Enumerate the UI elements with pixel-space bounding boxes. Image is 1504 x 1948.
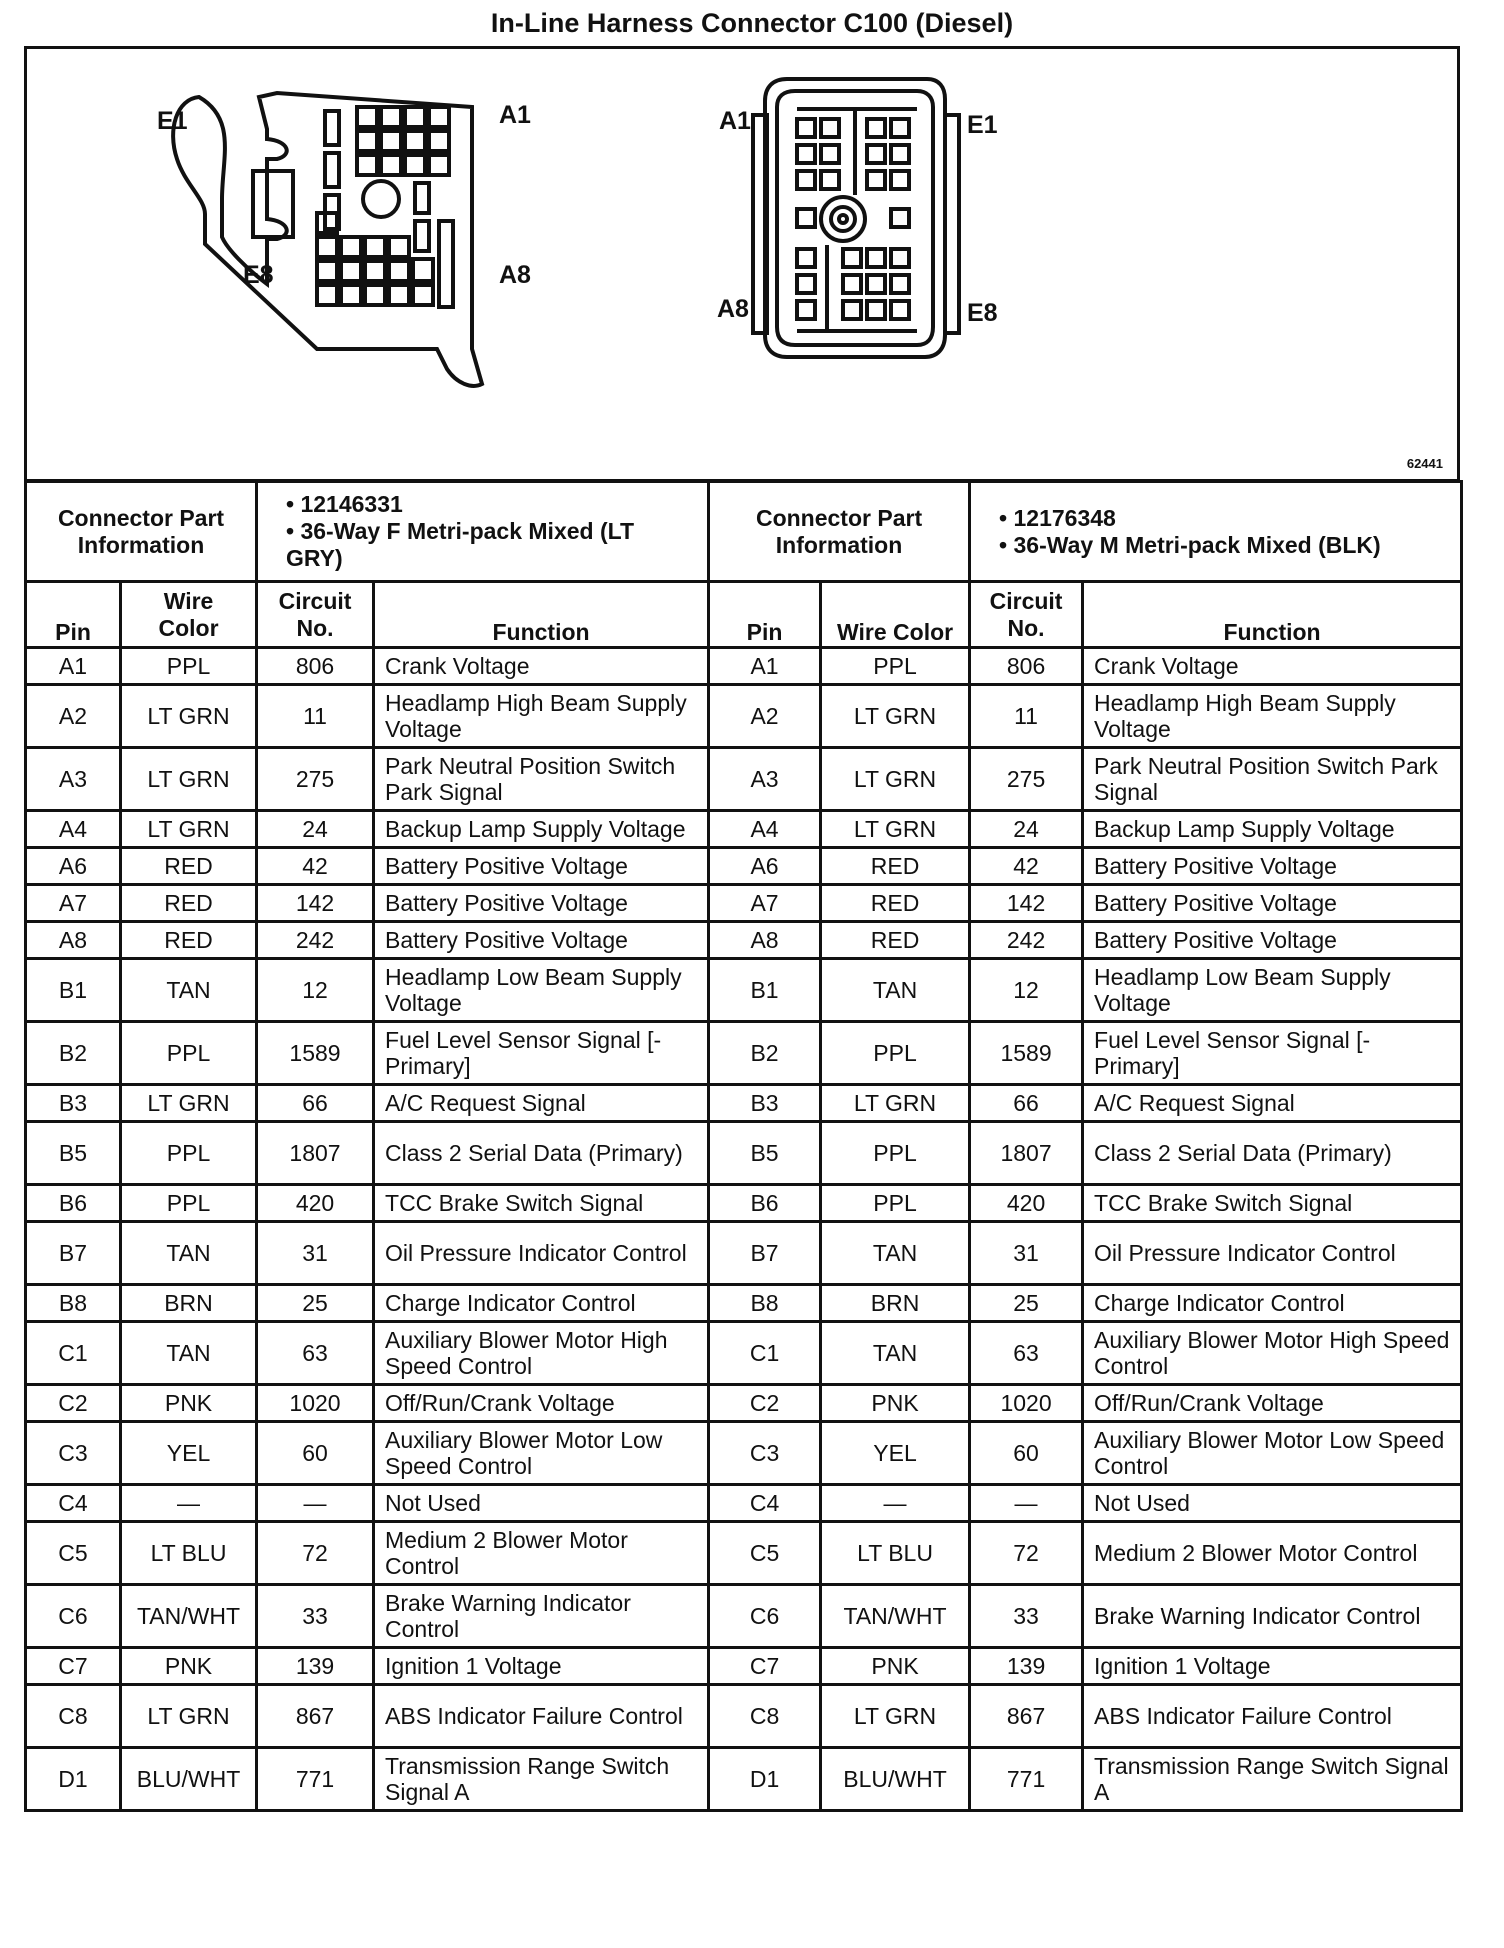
function-left: Class 2 Serial Data (Primary) <box>374 1122 709 1185</box>
wire-color-left: BLU/WHT <box>121 1748 257 1811</box>
wire-color-left: PPL <box>121 1022 257 1085</box>
table-row <box>26 959 1462 1022</box>
circuit-left: 42 <box>257 848 374 885</box>
wire-color-left: — <box>121 1485 257 1522</box>
pin-left: A8 <box>26 922 121 959</box>
connector-illustration <box>24 46 1460 482</box>
circuit-left: 33 <box>257 1585 374 1648</box>
function-right: Brake Warning Indicator Control <box>1083 1585 1462 1648</box>
table-row <box>26 1585 1462 1648</box>
wire-color-left: RED <box>121 885 257 922</box>
circuit-right: 72 <box>970 1522 1083 1585</box>
circuit-right: 63 <box>970 1322 1083 1385</box>
circuit-right: 867 <box>970 1685 1083 1748</box>
circuit-left: 63 <box>257 1322 374 1385</box>
wire-color-left: PPL <box>121 1185 257 1222</box>
circuit-left: 11 <box>257 685 374 748</box>
function-left: Battery Positive Voltage <box>374 885 709 922</box>
pin-left: C3 <box>26 1422 121 1485</box>
circuit-right: 420 <box>970 1185 1083 1222</box>
wire-color-right: PNK <box>821 1648 970 1685</box>
pin-right: B7 <box>709 1222 821 1285</box>
wire-color-left: RED <box>121 922 257 959</box>
pin-right: B1 <box>709 959 821 1022</box>
wire-color-right: RED <box>821 885 970 922</box>
pin-left: A4 <box>26 811 121 848</box>
male-connector-face <box>753 79 959 357</box>
wire-color-right: LT GRN <box>821 1685 970 1748</box>
figure-id: 62441 <box>1406 456 1443 471</box>
part-details-right: • 12176348 • 36-Way M Metri-pack Mixed (BLK) <box>970 482 1462 582</box>
pin-left: C4 <box>26 1485 121 1522</box>
function-left: Medium 2 Blower Motor Control <box>374 1522 709 1585</box>
left-label-e8: E8 <box>243 261 274 289</box>
circuit-right: 12 <box>970 959 1083 1022</box>
circuit-left: 242 <box>257 922 374 959</box>
left-label-a1: A1 <box>499 101 531 129</box>
part-number-right: 12176348 <box>1013 504 1116 531</box>
circuit-left: 771 <box>257 1748 374 1811</box>
table-row <box>26 885 1462 922</box>
wire-color-right: PNK <box>821 1385 970 1422</box>
circuit-right: 771 <box>970 1748 1083 1811</box>
circuit-left: 25 <box>257 1285 374 1322</box>
pin-left: A6 <box>26 848 121 885</box>
wire-color-left: PPL <box>121 648 257 685</box>
function-left: TCC Brake Switch Signal <box>374 1185 709 1222</box>
column-header-row <box>26 582 1462 648</box>
table-row <box>26 1322 1462 1385</box>
table-row <box>26 1522 1462 1585</box>
function-left: Crank Voltage <box>374 648 709 685</box>
table-row <box>26 1285 1462 1322</box>
function-left: Headlamp Low Beam Supply Voltage <box>374 959 709 1022</box>
table-row <box>26 1085 1462 1122</box>
wire-color-left: PNK <box>121 1385 257 1422</box>
function-right: Off/Run/Crank Voltage <box>1083 1385 1462 1422</box>
pin-right: B2 <box>709 1022 821 1085</box>
pin-left: A3 <box>26 748 121 811</box>
wire-color-right: PPL <box>821 1022 970 1085</box>
wire-color-left: LT GRN <box>121 1685 257 1748</box>
circuit-left: 139 <box>257 1648 374 1685</box>
pin-right: A7 <box>709 885 821 922</box>
part-number-left: 12146331 <box>300 491 403 517</box>
pin-right: C1 <box>709 1322 821 1385</box>
pin-right: A6 <box>709 848 821 885</box>
function-right: Ignition 1 Voltage <box>1083 1648 1462 1685</box>
table-row <box>26 922 1462 959</box>
function-right: Auxiliary Blower Motor High Speed Control <box>1083 1322 1462 1385</box>
wire-color-right: TAN/WHT <box>821 1585 970 1648</box>
circuit-left: 66 <box>257 1085 374 1122</box>
circuit-left: 1020 <box>257 1385 374 1422</box>
function-left: ABS Indicator Failure Control <box>374 1685 709 1748</box>
function-left: Auxiliary Blower Motor High Speed Control <box>374 1322 709 1385</box>
circuit-left: 1807 <box>257 1122 374 1185</box>
wire-color-right: PPL <box>821 1122 970 1185</box>
pinout-rows <box>26 648 1462 1811</box>
pin-left: C2 <box>26 1385 121 1422</box>
wire-color-left: TAN <box>121 1322 257 1385</box>
circuit-right: 242 <box>970 922 1083 959</box>
function-left: Battery Positive Voltage <box>374 848 709 885</box>
pin-right: C3 <box>709 1422 821 1485</box>
circuit-left: 60 <box>257 1422 374 1485</box>
pin-left: A1 <box>26 648 121 685</box>
circuit-right: 806 <box>970 648 1083 685</box>
wire-color-left: PPL <box>121 1122 257 1185</box>
function-right: Battery Positive Voltage <box>1083 848 1462 885</box>
function-right: Battery Positive Voltage <box>1083 885 1462 922</box>
circuit-left: 142 <box>257 885 374 922</box>
pin-right: C6 <box>709 1585 821 1648</box>
table-row <box>26 811 1462 848</box>
wire-color-right: RED <box>821 848 970 885</box>
circuit-right: 1807 <box>970 1122 1083 1185</box>
wire-color-right: PPL <box>821 648 970 685</box>
function-right: Crank Voltage <box>1083 648 1462 685</box>
col-wire-color-right: Wire Color <box>821 582 970 648</box>
wire-color-left: TAN/WHT <box>121 1585 257 1648</box>
wire-color-right: LT BLU <box>821 1522 970 1585</box>
circuit-left: 31 <box>257 1222 374 1285</box>
circuit-right: 33 <box>970 1585 1083 1648</box>
circuit-right: 11 <box>970 685 1083 748</box>
function-right: Backup Lamp Supply Voltage <box>1083 811 1462 848</box>
right-label-a8: A8 <box>717 295 749 323</box>
circuit-right: 1589 <box>970 1022 1083 1085</box>
pin-right: C8 <box>709 1685 821 1748</box>
function-left: Ignition 1 Voltage <box>374 1648 709 1685</box>
right-label-a1: A1 <box>719 107 751 135</box>
table-row <box>26 1185 1462 1222</box>
wire-color-right: TAN <box>821 959 970 1022</box>
wire-color-left: TAN <box>121 1222 257 1285</box>
pin-left: B1 <box>26 959 121 1022</box>
col-circuit-left: Circuit No. <box>257 582 374 648</box>
wire-color-left: PNK <box>121 1648 257 1685</box>
pin-right: A2 <box>709 685 821 748</box>
pin-left: B7 <box>26 1222 121 1285</box>
circuit-right: 66 <box>970 1085 1083 1122</box>
pin-right: A1 <box>709 648 821 685</box>
pin-right: C2 <box>709 1385 821 1422</box>
part-info-label-right: Connector Part Information <box>709 482 970 582</box>
col-function-right: Function <box>1083 582 1462 648</box>
circuit-right: 142 <box>970 885 1083 922</box>
circuit-right: 25 <box>970 1285 1083 1322</box>
circuit-right: 60 <box>970 1422 1083 1485</box>
circuit-left: — <box>257 1485 374 1522</box>
wire-color-left: LT GRN <box>121 685 257 748</box>
table-row <box>26 1748 1462 1811</box>
function-right: TCC Brake Switch Signal <box>1083 1185 1462 1222</box>
pin-right: B8 <box>709 1285 821 1322</box>
part-description-left: 36-Way F Metri-pack Mixed (LT GRY) <box>286 518 635 571</box>
part-description-right: 36-Way M Metri-pack Mixed (BLK) <box>1013 531 1381 558</box>
table-row <box>26 685 1462 748</box>
function-right: Headlamp Low Beam Supply Voltage <box>1083 959 1462 1022</box>
pin-left: D1 <box>26 1748 121 1811</box>
wire-color-right: PPL <box>821 1185 970 1222</box>
function-left: Fuel Level Sensor Signal [- Primary] <box>374 1022 709 1085</box>
pin-left: B5 <box>26 1122 121 1185</box>
function-right: Class 2 Serial Data (Primary) <box>1083 1122 1462 1185</box>
circuit-left: 12 <box>257 959 374 1022</box>
wire-color-left: LT GRN <box>121 748 257 811</box>
circuit-left: 24 <box>257 811 374 848</box>
connector-info-row <box>26 482 1462 582</box>
function-right: Transmission Range Switch Signal A <box>1083 1748 1462 1811</box>
function-right: Medium 2 Blower Motor Control <box>1083 1522 1462 1585</box>
pin-left: C1 <box>26 1322 121 1385</box>
wire-color-left: TAN <box>121 959 257 1022</box>
function-left: Charge Indicator Control <box>374 1285 709 1322</box>
wire-color-right: YEL <box>821 1422 970 1485</box>
table-row <box>26 648 1462 685</box>
function-right: Park Neutral Position Switch Park Signal <box>1083 748 1462 811</box>
pin-left: B3 <box>26 1085 121 1122</box>
right-label-e8: E8 <box>967 299 998 327</box>
function-left: A/C Request Signal <box>374 1085 709 1122</box>
function-left: Off/Run/Crank Voltage <box>374 1385 709 1422</box>
part-details-left: • 12146331 • 36-Way F Metri-pack Mixed (LT GRY) <box>257 482 709 582</box>
pin-left: B2 <box>26 1022 121 1085</box>
wire-color-right: TAN <box>821 1322 970 1385</box>
wire-color-right: LT GRN <box>821 748 970 811</box>
wire-color-left: LT BLU <box>121 1522 257 1585</box>
function-left: Brake Warning Indicator Control <box>374 1585 709 1648</box>
circuit-right: 139 <box>970 1648 1083 1685</box>
function-left: Backup Lamp Supply Voltage <box>374 811 709 848</box>
table-row <box>26 1385 1462 1422</box>
function-right: Battery Positive Voltage <box>1083 922 1462 959</box>
circuit-left: 420 <box>257 1185 374 1222</box>
pin-right: A8 <box>709 922 821 959</box>
page-title: In-Line Harness Connector C100 (Diesel) <box>490 8 1014 38</box>
function-left: Oil Pressure Indicator Control <box>374 1222 709 1285</box>
pin-left: C5 <box>26 1522 121 1585</box>
left-label-e1: E1 <box>157 107 188 135</box>
table-row <box>26 1648 1462 1685</box>
circuit-left: 275 <box>257 748 374 811</box>
col-circuit-right: Circuit No. <box>970 582 1083 648</box>
function-left: Transmission Range Switch Signal A <box>374 1748 709 1811</box>
table-row <box>26 748 1462 811</box>
wire-color-right: BRN <box>821 1285 970 1322</box>
function-left: Auxiliary Blower Motor Low Speed Control <box>374 1422 709 1485</box>
pin-right: A3 <box>709 748 821 811</box>
pin-right: C5 <box>709 1522 821 1585</box>
table-row <box>26 1422 1462 1485</box>
table-row <box>26 1685 1462 1748</box>
circuit-left: 867 <box>257 1685 374 1748</box>
wire-color-left: BRN <box>121 1285 257 1322</box>
col-wire-color-left: Wire Color <box>121 582 257 648</box>
circuit-right: 42 <box>970 848 1083 885</box>
table-row <box>26 1022 1462 1085</box>
left-label-a8: A8 <box>499 261 531 289</box>
function-right: Charge Indicator Control <box>1083 1285 1462 1322</box>
circuit-right: — <box>970 1485 1083 1522</box>
wire-color-right: BLU/WHT <box>821 1748 970 1811</box>
table-row <box>26 1122 1462 1185</box>
part-info-label-left: Connector Part Information <box>26 482 257 582</box>
function-right: Auxiliary Blower Motor Low Speed Control <box>1083 1422 1462 1485</box>
pin-right: C4 <box>709 1485 821 1522</box>
wire-color-right: TAN <box>821 1222 970 1285</box>
pin-right: B3 <box>709 1085 821 1122</box>
circuit-left: 1589 <box>257 1022 374 1085</box>
pin-left: C7 <box>26 1648 121 1685</box>
function-right: A/C Request Signal <box>1083 1085 1462 1122</box>
pin-left: C6 <box>26 1585 121 1648</box>
wire-color-left: YEL <box>121 1422 257 1485</box>
pin-left: C8 <box>26 1685 121 1748</box>
function-right: Fuel Level Sensor Signal [- Primary] <box>1083 1022 1462 1085</box>
wire-color-right: — <box>821 1485 970 1522</box>
function-right: ABS Indicator Failure Control <box>1083 1685 1462 1748</box>
pin-left: A7 <box>26 885 121 922</box>
table-row <box>26 1485 1462 1522</box>
pinout-table <box>24 480 1463 1812</box>
wire-color-right: RED <box>821 922 970 959</box>
pin-right: B5 <box>709 1122 821 1185</box>
wire-color-right: LT GRN <box>821 1085 970 1122</box>
circuit-right: 31 <box>970 1222 1083 1285</box>
wire-color-left: RED <box>121 848 257 885</box>
function-right: Not Used <box>1083 1485 1462 1522</box>
circuit-left: 72 <box>257 1522 374 1585</box>
female-connector-face <box>173 93 482 386</box>
wire-color-right: LT GRN <box>821 685 970 748</box>
pin-left: B6 <box>26 1185 121 1222</box>
function-left: Headlamp High Beam Supply Voltage <box>374 685 709 748</box>
table-row <box>26 848 1462 885</box>
wire-color-left: LT GRN <box>121 1085 257 1122</box>
wire-color-right: LT GRN <box>821 811 970 848</box>
function-right: Oil Pressure Indicator Control <box>1083 1222 1462 1285</box>
pin-right: C7 <box>709 1648 821 1685</box>
circuit-right: 1020 <box>970 1385 1083 1422</box>
function-left: Park Neutral Position Switch Park Signal <box>374 748 709 811</box>
function-left: Not Used <box>374 1485 709 1522</box>
wire-color-left: LT GRN <box>121 811 257 848</box>
pin-right: B6 <box>709 1185 821 1222</box>
col-pin-right: Pin <box>709 582 821 648</box>
circuit-left: 806 <box>257 648 374 685</box>
circuit-right: 24 <box>970 811 1083 848</box>
pin-left: B8 <box>26 1285 121 1322</box>
pin-right: D1 <box>709 1748 821 1811</box>
circuit-right: 275 <box>970 748 1083 811</box>
table-row <box>26 1222 1462 1285</box>
col-function-left: Function <box>374 582 709 648</box>
pin-left: A2 <box>26 685 121 748</box>
function-right: Headlamp High Beam Supply Voltage <box>1083 685 1462 748</box>
col-pin-left: Pin <box>26 582 121 648</box>
function-left: Battery Positive Voltage <box>374 922 709 959</box>
right-label-e1: E1 <box>967 111 998 139</box>
pin-right: A4 <box>709 811 821 848</box>
